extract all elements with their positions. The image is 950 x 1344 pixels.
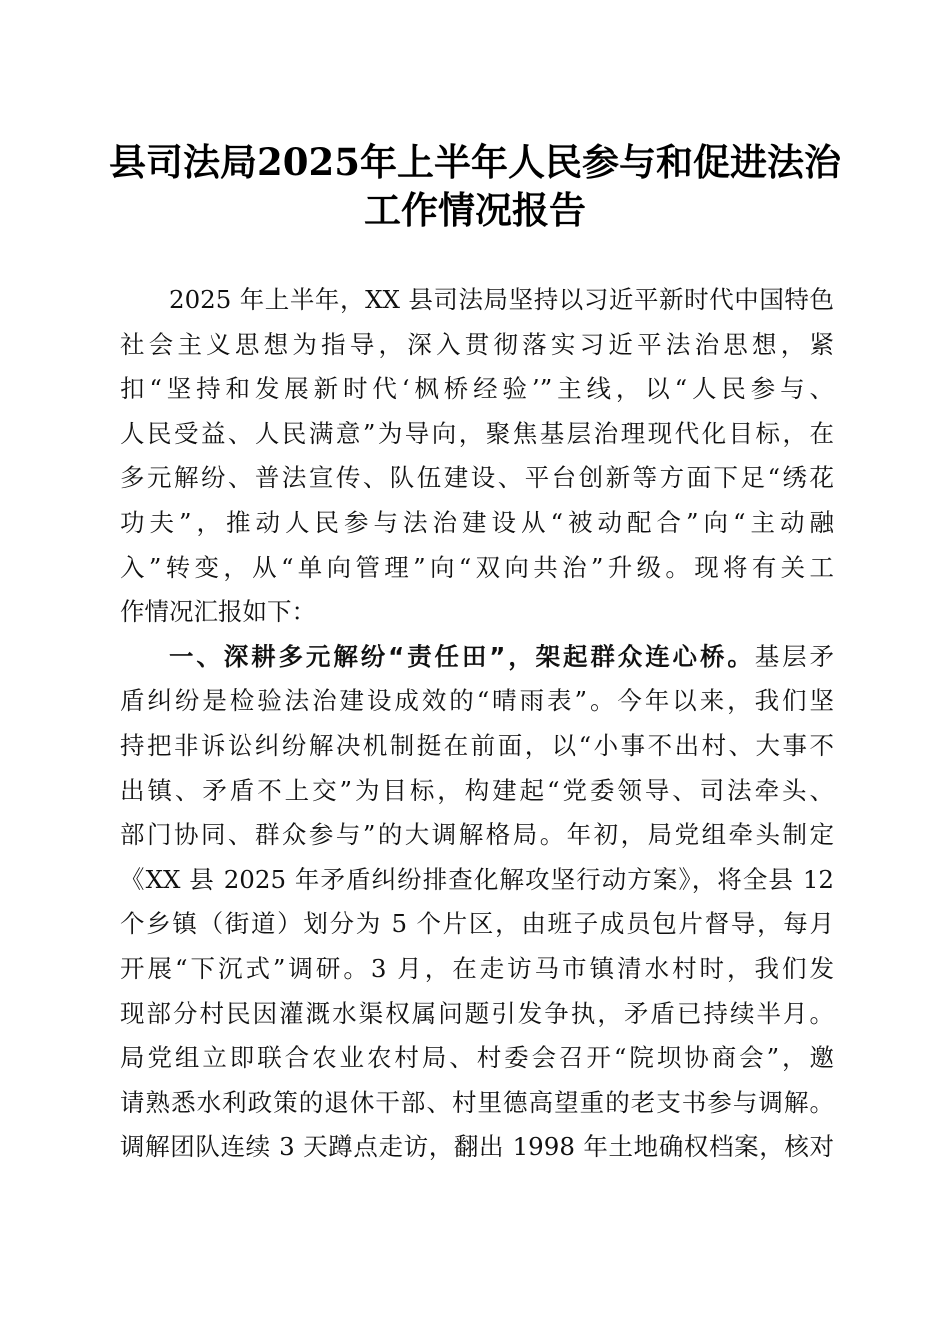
section-1-line: 持把非诉讼纠纷解决机制挺在前面，以“小事不出村、大事不 [120, 730, 834, 760]
section-1-line: 个乡镇（街道）划分为 5 个片区，由班子成员包片督导，每月 [120, 909, 834, 939]
intro-line: 扣“坚持和发展新时代‘枫桥经验’”主线，以“人民参与、 [120, 374, 834, 404]
intro-line: 功夫”，推动人民参与法治建设从“被动配合”向“主动融 [120, 507, 834, 537]
intro-line: 社会主义思想为指导，深入贯彻落实习近平法治思想，紧 [120, 329, 834, 359]
section-1-line: 请熟悉水利政策的退休干部、村里德高望重的老支书参与调解。 [120, 1087, 834, 1117]
section-1-line: 部门协同、群众参与”的大调解格局。年初，局党组牵头制定 [120, 820, 834, 850]
intro-line: 人民受益、人民满意”为导向，聚焦基层治理现代化目标，在 [120, 418, 834, 448]
section-1-line: 盾纠纷是检验法治建设成效的“晴雨表”。今年以来，我们坚 [120, 686, 834, 716]
document-title [80, 138, 870, 234]
section-1-first-line-text: 基层矛 [754, 641, 835, 671]
section-1-heading: 一、深耕多元解纷“责任田”，架起群众连心桥。 [169, 641, 755, 671]
title-line-2: 工作情况报告 [364, 188, 586, 232]
intro-line: 2025 年上半年，XX 县司法局坚持以习近平新时代中国特色 [169, 285, 834, 314]
intro-line: 入”转变，从“单向管理”向“双向共治”升级。现将有关工 [120, 552, 834, 582]
intro-line: 作情况汇报如下： [120, 597, 316, 627]
section-1-line: 出镇、矛盾不上交”为目标，构建起“党委领导、司法牵头、 [120, 775, 834, 805]
section-1-line: 《XX 县 2025 年矛盾纠纷排查化解攻坚行动方案》，将全县 12 [120, 864, 834, 894]
title-line-1: 县司法局2025年上半年人民参与和促进法治 [109, 140, 841, 184]
section-1-line: 局党组立即联合农业农村局、村委会召开“院坝协商会”，邀 [120, 1043, 834, 1073]
section-1-line: 现部分村民因灌溉水渠权属问题引发争执，矛盾已持续半月。 [120, 998, 834, 1028]
section-1-first-line [120, 635, 834, 680]
section-1-line: 调解团队连续 3 天蹲点走访，翻出 1998 年土地确权档案，核对 [120, 1132, 834, 1162]
document-body [120, 278, 834, 1170]
intro-line: 多元解纷、普法宣传、队伍建设、平台创新等方面下足“绣花 [120, 463, 834, 493]
section-1-line: 开展“下沉式”调研。3 月，在走访马市镇清水村时，我们发 [120, 953, 834, 983]
